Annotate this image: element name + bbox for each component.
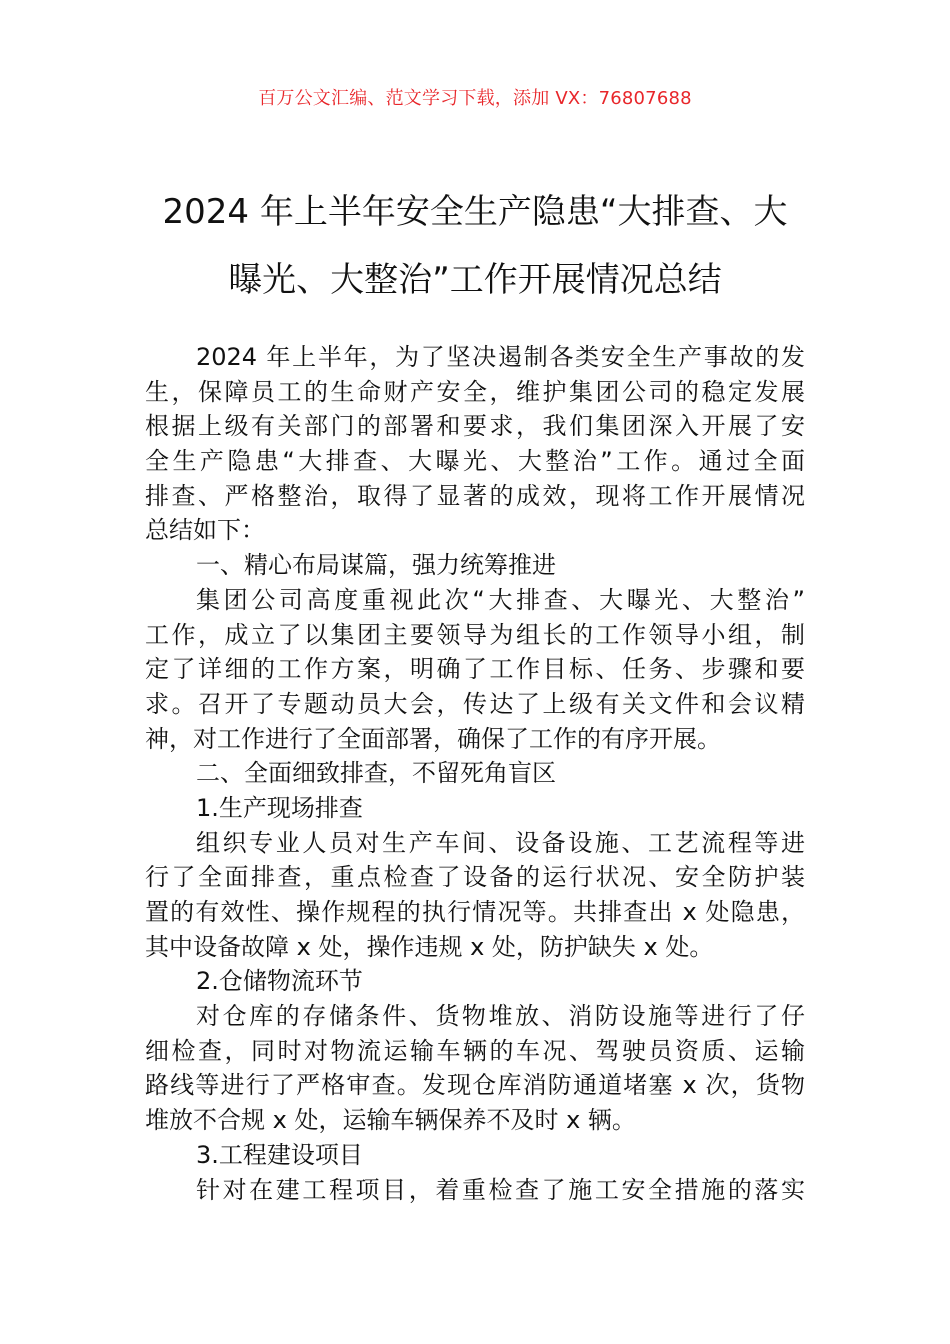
paragraph-line: 全生产隐患“大排查、大曝光、大整治”工作。通过全面: [145, 447, 805, 476]
document-title: [140, 178, 810, 314]
paragraph-line: 根据上级有关部门的部署和要求，我们集团深入开展了安: [145, 412, 805, 441]
paragraph-line: 对仓库的存储条件、货物堆放、消防设施等进行了仔: [196, 1002, 805, 1031]
paragraph-line: 二、全面细致排查，不留死角盲区: [196, 759, 556, 788]
paragraph-line: 排查、严格整治，取得了显著的成效，现将工作开展情况: [145, 481, 805, 510]
paragraph-line: 2024 年上半年，为了坚决遏制各类安全生产事故的发: [196, 343, 805, 371]
paragraph-line: 针对在建工程项目，着重检查了施工安全措施的落实: [196, 1175, 805, 1204]
paragraph-line: 一、精心布局谋篇，强力统筹推进: [196, 551, 556, 580]
paragraph-line: 求。召开了专题动员大会，传达了上级有关文件和会议精: [145, 689, 805, 718]
paragraph-line: 置的有效性、操作规程的执行情况等。共排查出 x 处隐患，: [145, 898, 805, 926]
paragraph-line: 工作，成立了以集团主要领导为组长的工作领导小组，制: [145, 620, 805, 649]
paragraph-line: 定了详细的工作方案，明确了工作目标、任务、步骤和要: [145, 655, 805, 684]
title-line: 曝光、大整治”工作开展情况总结: [228, 260, 722, 300]
document-body: [145, 340, 805, 1207]
header-note: 百万公文汇编、范文学习下载，添加 VX：76807688: [258, 88, 692, 109]
paragraph-line: 路线等进行了严格审查。发现仓库消防通道堵塞 x 次，货物: [145, 1071, 805, 1100]
paragraph-line: 细检查，同时对物流运输车辆的车况、驾驶员资质、运输: [145, 1036, 805, 1065]
paragraph-line: 堆放不合规 x 处，运输车辆保养不及时 x 辆。: [145, 1106, 636, 1135]
paragraph-line: 总结如下：: [145, 516, 265, 545]
paragraph-line: 组织专业人员对生产车间、设备设施、工艺流程等进: [196, 828, 805, 857]
paragraph-line: 集团公司高度重视此次“大排查、大曝光、大整治”: [196, 585, 805, 614]
paragraph-line: 行了全面排查，重点检查了设备的运行状况、安全防护装: [145, 863, 805, 892]
title-line: 2024 年上半年安全生产隐患“大排查、大: [162, 192, 788, 232]
paragraph-line: 其中设备故障 x 处，操作违规 x 处，防护缺失 x 处。: [145, 932, 714, 961]
paragraph-line: 3.工程建设项目: [196, 1140, 363, 1169]
paragraph-line: 神，对工作进行了全面部署，确保了工作的有序开展。: [145, 724, 721, 753]
paragraph-line: 生，保障员工的生命财产安全，维护集团公司的稳定发展: [145, 377, 805, 406]
paragraph-line: 2.仓储物流环节: [196, 967, 363, 996]
paragraph-line: 1.生产现场排查: [196, 793, 363, 822]
